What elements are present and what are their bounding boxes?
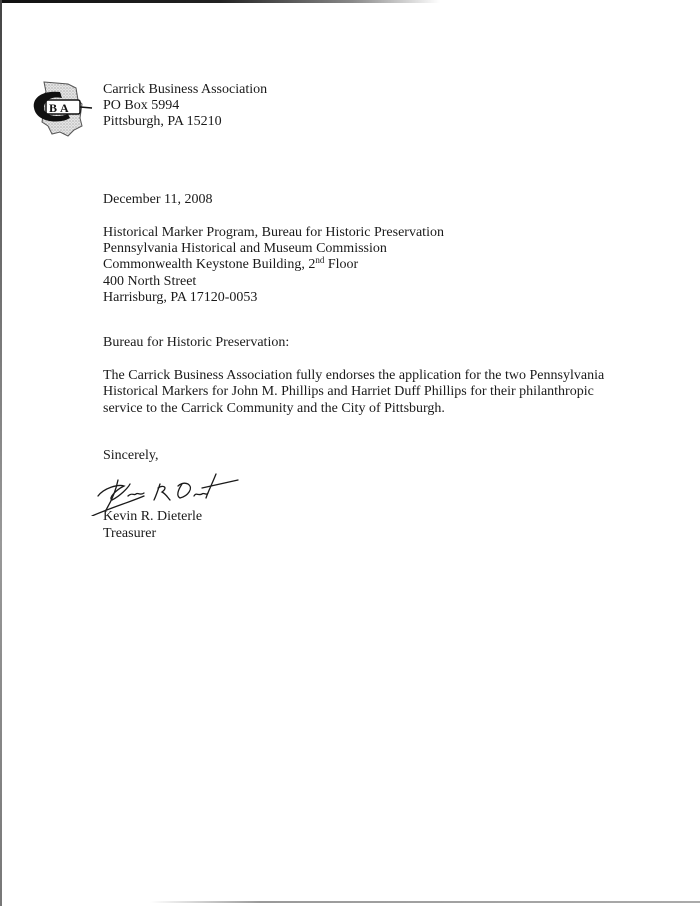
- recipient-address: [103, 225, 444, 306]
- salutation: Bureau for Historic Preservation:: [103, 335, 290, 350]
- organization-name: Carrick Business Association: [103, 82, 268, 97]
- scan-edge-bottom: [150, 901, 700, 903]
- body-line-1: The Carrick Business Association fully endorses the application for the two Pennsylvania: [103, 368, 605, 383]
- cba-logo-icon: [30, 78, 96, 138]
- svg-text:A: A: [60, 101, 69, 115]
- recipient-floor: Floor: [324, 257, 359, 273]
- recipient-line-3: [103, 257, 444, 273]
- recipient-building: Commonwealth Keystone Building, 2: [103, 257, 316, 273]
- closing: Sincerely,: [103, 448, 159, 463]
- signer-title: Treasurer: [103, 525, 157, 541]
- letter-date: December 11, 2008: [103, 192, 213, 207]
- svg-text:B: B: [49, 101, 58, 115]
- recipient-line-5: Harrisburg, PA 17120-0053: [103, 289, 258, 305]
- scan-edge-left: [0, 0, 2, 906]
- body-line-2: Historical Markers for John M. Phillips and Harriet Duff Phillips for their philanthropic: [103, 384, 594, 400]
- recipient-line-4: 400 North Street: [103, 273, 197, 289]
- recipient-line-1: Historical Marker Program, Bureau for Historic Preservation: [103, 225, 444, 240]
- signer-name: Kevin R. Dieterle: [103, 509, 203, 524]
- po-box: PO Box 5994: [103, 98, 180, 113]
- signer-block: [103, 509, 202, 542]
- recipient-line-2: Pennsylvania Historical and Museum Commission: [103, 241, 387, 257]
- letter-body: [103, 368, 643, 417]
- ordinal-suffix: nd: [315, 255, 325, 266]
- letterhead-address: [103, 82, 267, 130]
- city-state-zip: Pittsburgh, PA 15210: [103, 114, 222, 129]
- body-line-3: service to the Carrick Community and the City of Pittsburgh.: [103, 400, 445, 416]
- scan-edge-top: [0, 0, 440, 3]
